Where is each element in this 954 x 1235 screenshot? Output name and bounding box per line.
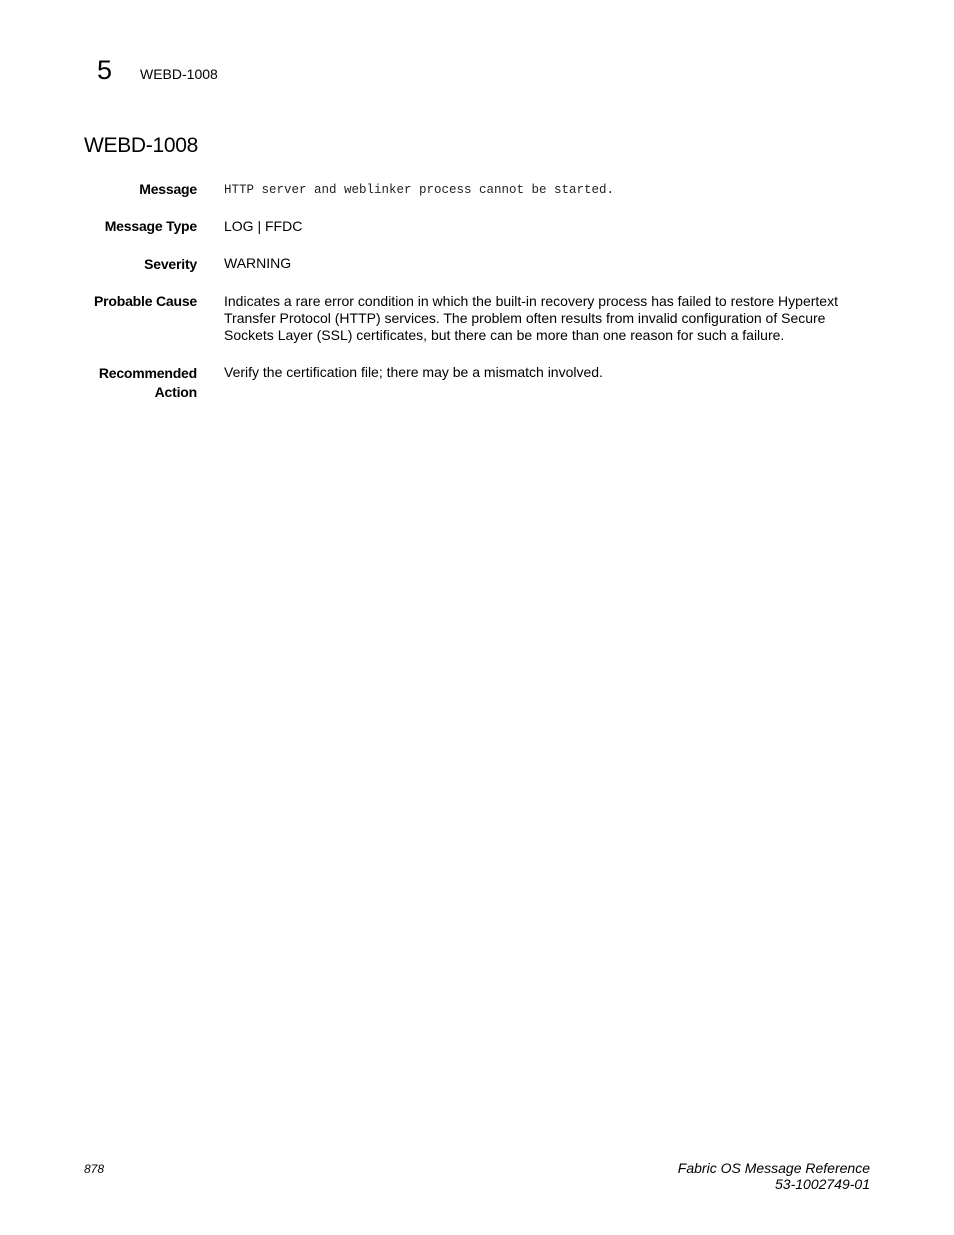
footer-page-number: 878	[84, 1162, 105, 1176]
message-type-label: Message Type	[104, 218, 197, 234]
severity-value: WARNING	[224, 255, 292, 271]
message-value: HTTP server and weblinker process cannot be started.	[224, 183, 615, 197]
recommended-action-label-line: Recommended	[98, 365, 197, 381]
message-type-value: LOG | FFDC	[224, 218, 303, 234]
footer-doc-number: 53-1002749-01	[775, 1176, 870, 1192]
message-label: Message	[139, 181, 197, 197]
running-header-title: WEBD-1008	[140, 66, 218, 82]
severity-label: Severity	[144, 256, 197, 272]
recommended-action-value: Verify the certification file; there may be a mismatch involved.	[224, 364, 603, 380]
footer-doc-title: Fabric OS Message Reference	[677, 1160, 870, 1176]
probable-cause-line: Transfer Protocol (HTTP) services. The problem often results from invalid configuration of Secure	[224, 310, 826, 326]
recommended-action-label-line: Action	[154, 384, 197, 400]
section-title: WEBD-1008	[84, 134, 199, 157]
probable-cause-value	[224, 293, 854, 344]
footer-doc-info	[678, 1160, 870, 1192]
recommended-action-label	[99, 364, 197, 402]
chapter-number: 5	[97, 55, 113, 85]
probable-cause-line: Sockets Layer (SSL) certificates, but there can be more than one reason for such a failure.	[224, 327, 785, 343]
probable-cause-line: Indicates a rare error condition in which the built-in recovery process has failed to restore Hypertext	[224, 293, 838, 309]
probable-cause-label: Probable Cause	[93, 293, 197, 309]
